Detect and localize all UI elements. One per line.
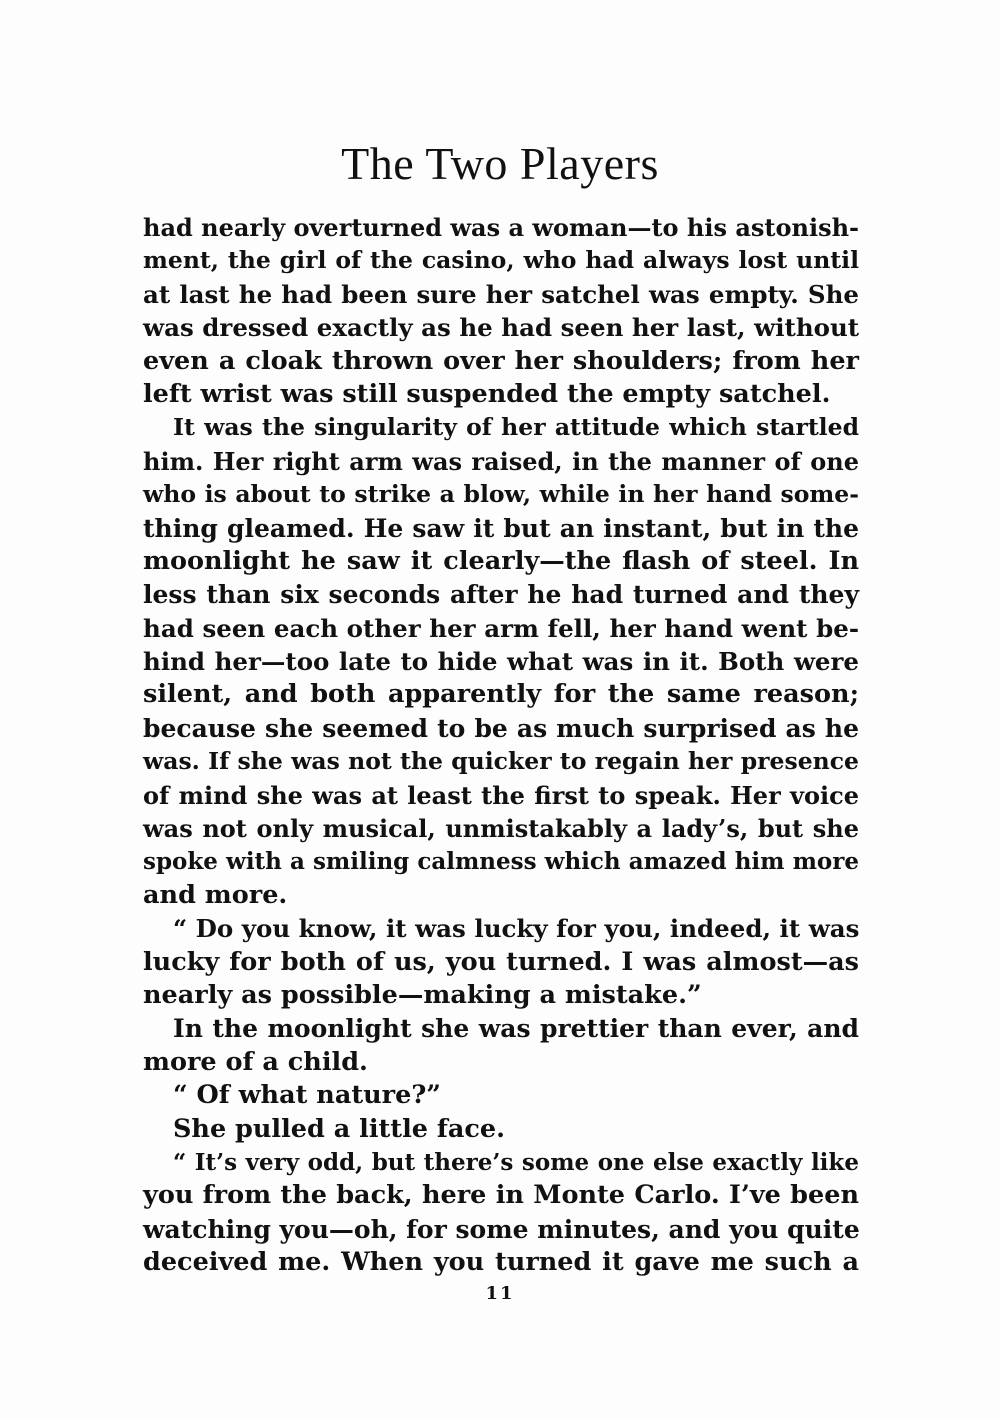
text-line: “ Do you know, it was lucky for you, indeed, it was (173, 914, 860, 944)
text-line: because she seemed to be as much surprised as he (143, 713, 859, 743)
text-line: deceived me. When you turned it gave me such a (143, 1247, 859, 1278)
text-line: silent, and both apparently for the same reason; (143, 679, 859, 710)
text-line: less than six seconds after he had turned and they (143, 580, 859, 610)
text-line: more of a child. (143, 1046, 368, 1077)
running-head: The Two Players (341, 138, 659, 189)
text-line: In the moonlight she was prettier than ever, and (173, 1014, 859, 1044)
text-line: hind her—too late to hide what was in it. Both were (143, 647, 859, 677)
text-line: watching you—oh, for some minutes, and you quite (143, 1214, 860, 1244)
text-line: She pulled a little face. (173, 1113, 505, 1144)
text-line: moonlight he saw it clearly—the flash of steel. In (143, 545, 859, 576)
text-line: spoke with a smiling calmness which amazed him more (143, 848, 859, 876)
text-line: him. Her right arm was raised, in the manner of one (143, 446, 859, 476)
text-line: you from the back, here in Monte Carlo. I’ve been (143, 1180, 859, 1211)
text-line: had seen each other her arm fell, her hand went be- (143, 613, 859, 643)
text-line: It was the singularity of her attitude which startled (173, 413, 859, 442)
text-line: left wrist was still suspended the empty satchel. (143, 378, 831, 409)
page-number: 11 (485, 1283, 515, 1304)
text-line: and more. (143, 879, 288, 910)
text-line: was. If she was not the quicker to regain her presence (143, 747, 859, 776)
text-line: even a cloak thrown over her shoulders; from her (143, 345, 859, 376)
text-line: thing gleamed. He saw it but an instant, but in the (143, 513, 859, 543)
text-line: had nearly overturned was a woman—to his astonish- (143, 213, 859, 242)
text-line: “ Of what nature?” (173, 1080, 441, 1111)
text-line: “ It’s very odd, but there’s some one else exactly like (173, 1148, 859, 1176)
text-line: was not only musical, unmistakably a lady’s, but she (143, 814, 859, 844)
text-line: nearly as possible—making a mistake.” (143, 979, 702, 1010)
text-line: at last he had been sure her satchel was empty. She (143, 279, 859, 309)
text-line: of mind she was at least the first to speak. Her voice (143, 780, 859, 810)
text-line: was dressed exactly as he had seen her last, without (143, 313, 860, 343)
body-text (143, 211, 859, 1280)
text-line: who is about to strike a blow, while in her hand some- (143, 480, 859, 509)
text-line: ment, the girl of the casino, who had always lost until (143, 246, 859, 275)
text-line: lucky for both of us, you turned. I was almost—as (143, 946, 859, 977)
